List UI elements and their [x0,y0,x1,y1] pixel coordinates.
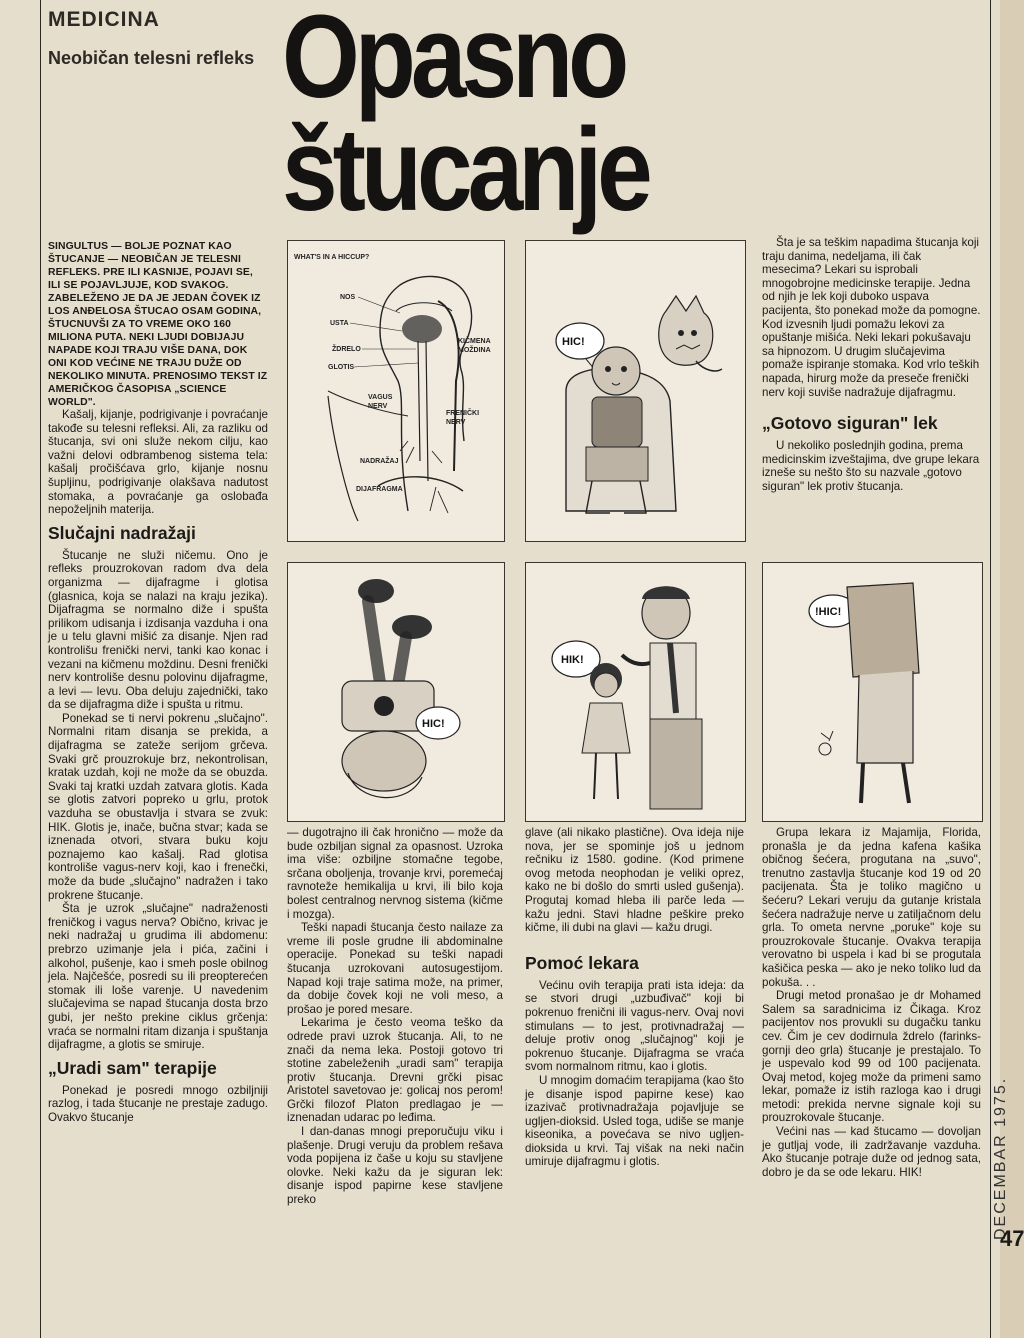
label-kicmena: KIČMENA [458,338,491,345]
cartoon-boy-armchair [525,240,746,542]
page-number: 47 [1000,1226,1024,1251]
text-column-3 [525,826,744,1169]
issue-date: DECEMBAR 1975. [992,1076,1009,1240]
label-nadrazaj: NADRAŽAJ [360,458,399,465]
paragraph: Grupa lekara iz Majamija, Florida, pronašla je da jedna kafena kašika običnog šećera, progutana na „suvo", trenutno zastavlja štucanje kod 19 od 20 pacijenata. Šta je toliko magično u šećeru? Lekari veruju da gutanje kristala šećera nadražuje nerve u zatiljačnom delu grla. To ometa nervne „poruke" koje su prouzrokovale štucanje. Ovakva terapija verovatno bi uspela i kad bi se progutala kašičica peska — ako je neko toliko lud da pokuša. . . [762,826,981,989]
cartoon-headstand-svg [288,563,504,821]
paragraph: Šta je uzrok „slučajne" nadraženosti freničkog i vagus nerva? Obično, krivac je neki nadražaj u grudima ili abdomenu: prebrzo uzimanje jela i pića, začini i alkohol, pušenje, kao i smeh posle obilnog jela. Najčešće, posredi su ili preopterećen stomak ili loše varenje. U navedenim slučajevima se napad štucanja dosta brzo gubi, jer nešto prekine ciklus grčenja: vraća se normalni ritam dizanja i spuštanja dijafragme, a glotis se smiruje. [48,902,268,1052]
section-label: MEDICINA [48,8,160,31]
label-nos: NOS [340,294,356,301]
label-glotis: GLOTIS [328,364,355,371]
label-vagus-nerv: NERV [368,403,388,410]
text-column-2 [287,826,503,1207]
paragraph: Lekarima je često veoma teško da odrede pravi uzrok štucanja. Ali, to ne znači da nema leka. Postoji gotovo tri stotine zabeleženih „uradi sam" terapija protiv štucanja. Drevni grčki pisac Aristotel savetovao je: golicaj nos perom! Grčki filozof Platon predlagao je — iznenadan udarac po leđima. [287,1016,503,1125]
label-mozdina: MOŽDINA [458,347,491,354]
paragraph: Većini nas — kad štucamo — dovoljan je gutljaj vode, ili zadržavanje vazduha. Ako štucanje potraje duže od jednog sata, dobro je da se ode lekaru. HIK! [762,1125,981,1179]
text-column-4-top [762,236,981,494]
right-margin-rule [990,0,991,1338]
cartoon-paper-bag-svg [763,563,982,821]
label-usta: USTA [330,320,349,327]
paragraph: Kašalj, kijanje, podrigivanje i povraćanje takođe su telesni refleksi. Ali, za razliku od štucanja, svi oni služe nekom cilju, kao važni delovi odbrambenog sistema tela: kašalj pročišćava grlo, kijanje nosnu šupljinu, podrigivanje olakšava nadutost stomaka, a povraćanje ga oslobađa nepoželjnih materija. [48,408,268,517]
title-line-1: Opasno [282,0,625,123]
cartoon-paper-bag [762,562,983,822]
paragraph: Ponekad se ti nervi pokrenu „slučajno". Normalni ritam disanja se prekida, a dijafragma se zateže serijom grčeva. Svaki grč prouzrokuje brz, nekontrolisan, kratak uzdah, koji ne može da se obuzda. Svaki taj kratki uzdah zatvara glotis. Kada se glotis zatvori popreko u grlu, protok vazduha se obustavlja i stvara se zvuk: HIK. Glotis je, inače, bučna stvar; kada se iznenada otvori, stvara buku koju poznajemo kao kašalj. Rad glotisa kontroliše vagus-nerv koji, kao i frenečki, može da bude „slučajno" nadražen i tako prokrene štucanje. [48,711,268,902]
label-frenicki: FRENIČKI [446,410,480,417]
label-zdrelo: ŽDRELO [332,346,361,353]
paragraph: Ponekad je posredi mnogo ozbiljniji razlog, i tada štucanje ne prestaje zadugo. Ovakvo štucanje [48,1083,268,1124]
cartoon-girl-man-svg [526,563,745,821]
heading-pomoc-lekara: Pomoć lekara [525,952,639,973]
paragraph: Šta je sa teškim napadima štucanja koji traju danima, nedeljama, ili čak mesecima? Lekari su isprobali mnogobrojne medicinske terapije. Jedna od njih je lek koji duboko uspava pacijenta, što ponekad može da pomogne. Kod izvesnih ljudi pomažu lekovi za opuštanje mišića. Neki lekari pokušavaju sa hipnozom. U drugim slučajevima pomaže ispiranje stomaka. Kod vrlo teških napada, hirurg može da preseče frenički nerv koji suviše nadražuje dijafragmu. [762,236,981,399]
bubble-hic-mid: HIC! [422,718,445,730]
paragraph: Teški napadi štucanja često nailaze za vreme ili posle grudne ili abdominalne operacije. Ponekad su teški napadi štucanja uzrokovani autosugestijom. Napad koji traje satima može, na primer, da dobije čovek koji ne voli meso, a prošao je pored mesare. [287,921,503,1016]
paragraph: U nekoliko poslednjih godina, prema medicinskim izveštajima, dve grupe lekara izneše su nešto što su nazvale „gotovo siguran" lek protiv štucanja. [762,439,980,493]
heading-uradi-sam: „Uradi sam" terapije [48,1057,217,1078]
paragraph: — dugotrajno ili čak hronično — može da bude ozbiljan signal za opasnost. Uzroka ima više: ozbiljne stomačne tegobe, srčana oboljenja, trovanje krvi, poremećaj ravnoteže hemikalija u krvi, ili bilo koja bolest centralnog nervnog sistema (kičme i mozga). [287,826,503,921]
title-line-2: štucanje [282,103,648,236]
anatomy-svg [288,241,504,541]
bubble-hik-girl: HIK! [561,654,584,666]
cartoon-girl-man [525,562,746,822]
left-margin-rule [40,0,41,1338]
bubble-hic-top: HIC! [562,336,585,348]
cartoon-headstand [287,562,505,822]
paragraph: U mnogim domaćim terapijama (kao što je disanje ispod papirne kese) kao izazivač protivnadražaja pojavljuje se ugljen-dioksid. Usled toga, udiše se manje kiseonika, a povećava se nivo ugljen-dioksida u krvi. Taj višak na neki način umiruje dijafragmu i glotis. [525,1073,744,1169]
paragraph: I dan-danas mnogi preporučuju viku i plašenje. Drugi veruju da problem rešava voda popijena iz čaše u koju su stavljene olovke. Neki kažu da je siguran lek: disanje ispod papirne kese stavljene preko [287,1125,503,1207]
label-frenicki-nerv: NERV [446,419,466,426]
paragraph: glave (ali nikako plastične). Ova ideja nije nova, jer se spominje još u jednom rečniku iz 1580. godine. (Kod primene ovog metoda neophodan je veliki oprez, kako ne bi došlo do smrti usled gušenja). Progutaj komad hleba ili parče leda — kažu jedni. Stavi hladne peškire preko kičme, ili dubi na glavi — kažu drugi. [525,826,744,935]
diagram-title: WHAT'S IN A HICCUP? [294,254,370,261]
article-title [282,0,662,236]
label-vagus: VAGUS [368,394,393,401]
bubble-hic-bag: !HIC! [815,606,842,618]
paragraph: Većinu ovih terapija prati ista ideja: da se stvori drugi „uzbuđivač" koji bi pokrenuo frenični ili vagus-nerv. Ovaj novi stimulans — to jest, protivnadražaj — deluje protiv onog „slučajnog" koji je pokrenuo štucanje. Dijafragma se vraća svom normalnom ritmu, kao i glotis. [525,978,744,1074]
paragraph: Štucanje ne služi ničemu. Ono je refleks prouzrokovan radom dva dela organizma — dijafragme i glotisa (glasnica, koja se nalazi na kraju jezika). Dijafragma se normalno diže i spušta prilikom udisanja i izdisanja vazduha i ona je u telu glavni mišić za disanje. Njen rad kontrolišu frenički nervi, tanki kao konac i vezani na kičmenu moždinu. Desni frenički nerv kontroliše desnu polovinu dijafragme, a levi — levu. Oba deluju zajednički, tako da se dijafragma diže i spušta u ritmu. [48,548,268,712]
heading-gotovo-siguran: „Gotovo siguran" lek [762,413,938,434]
label-dijafragma: DIJAFRAGMA [356,486,403,493]
anatomy-diagram [287,240,505,542]
paragraph: Drugi metod pronašao je dr Mohamed Salem sa saradnicima iz Čikaga. Kroz pacijentov nos provukli su dugačku tanku cev. Čim je cev dodirnula ždrelo (farinks-gornji deo grla) štucanje je prestajalo. To je uspevalo kod 99 od 100 pacijenata. Ovaj metod, kojeg može da primeni samo lekar, pomaže iz istih razloga kao i drugi metodi: prekida nervne signale koji su prouzrokovale štucanje. [762,989,981,1125]
text-column-4 [762,826,981,1179]
heading-slucajni-nadrazaji: Slučajni nadražaji [48,522,196,543]
article-subtitle: Neobičan telesni refleks [48,48,255,68]
cartoon-boy-svg [526,241,745,541]
article-lead: SINGULTUS — BOLJE POZNAT KAO ŠTUCANJE — NEOBIČAN JE TELESNI REFLEKS. PRE ILI KASNIJE, POJAVI SE, ILI SE POJAVLJUJE, KOD SVAKOG. ZABELEŽENO JE DA JE JEDAN ČOVEK IZ LOS ANĐELOSA ŠTUCAO OSAM GODINA, ŠTUCNUVŠI ZA TO VREME OKO 160 MILIONA PUTA. NEKI LJUDI DOBIJAJU NAPADE KOJI TRAJU VIŠE DANA, DOK ONI KOD VEĆINE NE TRAJU DUŽE OD NEKOLIKO MINUTA. PRENOSIMO TEKST IZ AMERIČKOG ČASOPISA „SCIENCE WORLD". [48,241,268,408]
text-column-1 [48,408,268,1125]
